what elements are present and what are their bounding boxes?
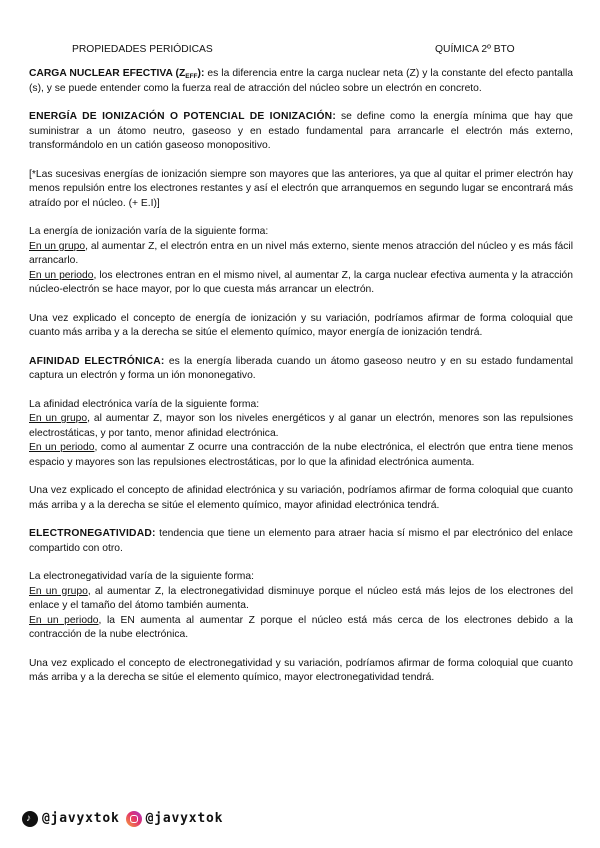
- energia-summary: Una vez explicado el concepto de energía de ionización y su variación, podríamos afirmar de forma coloquial que cuanto más arriba y a la derecha se sitúe el elemento químico, mayor energía de ionización tendrá.: [29, 312, 573, 338]
- afinidad-intro: La afinidad electrónica varía de la siguiente forma:: [29, 398, 260, 410]
- electroneg-summary: Una vez explicado el concepto de electronegatividad y su variación, podríamos afirmar de forma coloquial que cuanto más arriba y a la derecha se sitúe el elemento químico, mayor electronegatividad tendrá.: [29, 657, 573, 683]
- electroneg-term: ELECTRONEGATIVIDAD:: [29, 528, 156, 539]
- energia-term: ENERGÍA DE IONIZACIÓN O POTENCIAL DE IONIZACIÓN:: [29, 111, 336, 122]
- subject-title: PROPIEDADES PERIÓDICAS: [72, 44, 213, 55]
- electroneg-periodo: En un periodo, la EN aumenta al aumentar Z porque el núcleo está más cerca de los electrones debido a la contracción de la nube electrónica.: [29, 614, 573, 640]
- tiktok-handle: @javyxtok: [42, 810, 120, 826]
- afinidad-term: AFINIDAD ELECTRÓNICA:: [29, 355, 165, 367]
- tiktok-icon: [22, 811, 38, 827]
- course-title: QUÍMICA 2º BTO: [435, 44, 515, 55]
- energia-intro: La energía de ionización varía de la siguiente forma:: [29, 226, 269, 237]
- social-footer: [22, 809, 223, 829]
- energia-periodo: En un periodo, los electrones entran en el mismo nivel, al aumentar Z, la carga nuclear efectiva aumenta y la atracción núcleo-electrón se hace mayor, por lo que cuesta más arrancar un electrón.: [29, 269, 573, 295]
- afinidad-periodo: En un periodo, como al aumentar Z ocurre una contracción de la nube electrónica, el electrón que entra tiene menos espacio y mayores son las repulsiones electrostáticas, por lo que la afinidad electrónica aumenta.: [29, 442, 573, 468]
- afinidad-summary: Una vez explicado el concepto de afinidad electrónica y su variación, podríamos afirmar de forma coloquial que cuanto más arriba y a la derecha se sitúe el elemento químico, mayor afinidad electrónica tendrá.: [29, 485, 573, 511]
- carga-nuclear-paragraph: CARGA NUCLEAR EFECTIVA $(Z_{EFF})$: es la diferencia entre la carga nuclear neta (Z) y la constante del efecto pantalla (s), y se puede entender como la fuerza real de atracción del núcleo sobre un electrón en concreto.: [29, 68, 574, 94]
- afinidad-paragraph: AFINIDAD ELECTRÓNICA: es la energía liberada cuando un átomo gaseoso neutro y en su estado fundamental captura un electrón y forma un ión mononegativo.: [29, 355, 573, 381]
- page-header: [0, 43, 600, 57]
- electroneg-grupo: En un grupo, al aumentar Z, la electronegatividad disminuye porque el núcleo está más lejos de los electrones del enlace y el tamaño del átomo también aumenta.: [29, 585, 574, 611]
- electroneg-intro: La electronegatividad varía de la siguiente forma:: [29, 571, 254, 582]
- energia-note: [*Las sucesivas energías de ionización siempre son mayores que las anteriores, ya que al quitar el primer electrón hay menos repulsión entre los electrones restantes y así el electrón que arranquemos en segundo lugar se encontrará más atraído por el núcleo. (+ E.I)]: [29, 168, 573, 209]
- carga-term: CARGA NUCLEAR EFECTIVA $(Z_{EFF})$:: [29, 68, 205, 80]
- electronegatividad-paragraph: ELECTRONEGATIVIDAD: tendencia que tiene un elemento para atraer hacia sí mismo el par electrónico del enlace compartido con otro.: [29, 528, 573, 554]
- instagram-handle: @javyxtok: [145, 810, 224, 826]
- energia-grupo: En un grupo, al aumentar Z, el electrón entra en un nivel más externo, siente menos atracción del núcleo y es más fácil arrancarlo.: [29, 240, 574, 266]
- document-body: [29, 67, 573, 686]
- energia-ionizacion-paragraph: ENERGÍA DE IONIZACIÓN O POTENCIAL DE IONIZACIÓN: se define como la energía mínima que hay que suministrar a un átomo neutro, gaseoso y en estado fundamental para arrancarle el electrón más externo, transformándolo en un catión gaseoso monopositivo.: [29, 111, 574, 151]
- instagram-icon: [126, 811, 142, 827]
- afinidad-grupo: En un grupo, al aumentar Z, mayor son los niveles energéticos y al ganar un electrón, menores son las repulsiones electrostáticas, y por tanto, menor afinidad electrónica.: [29, 413, 574, 439]
